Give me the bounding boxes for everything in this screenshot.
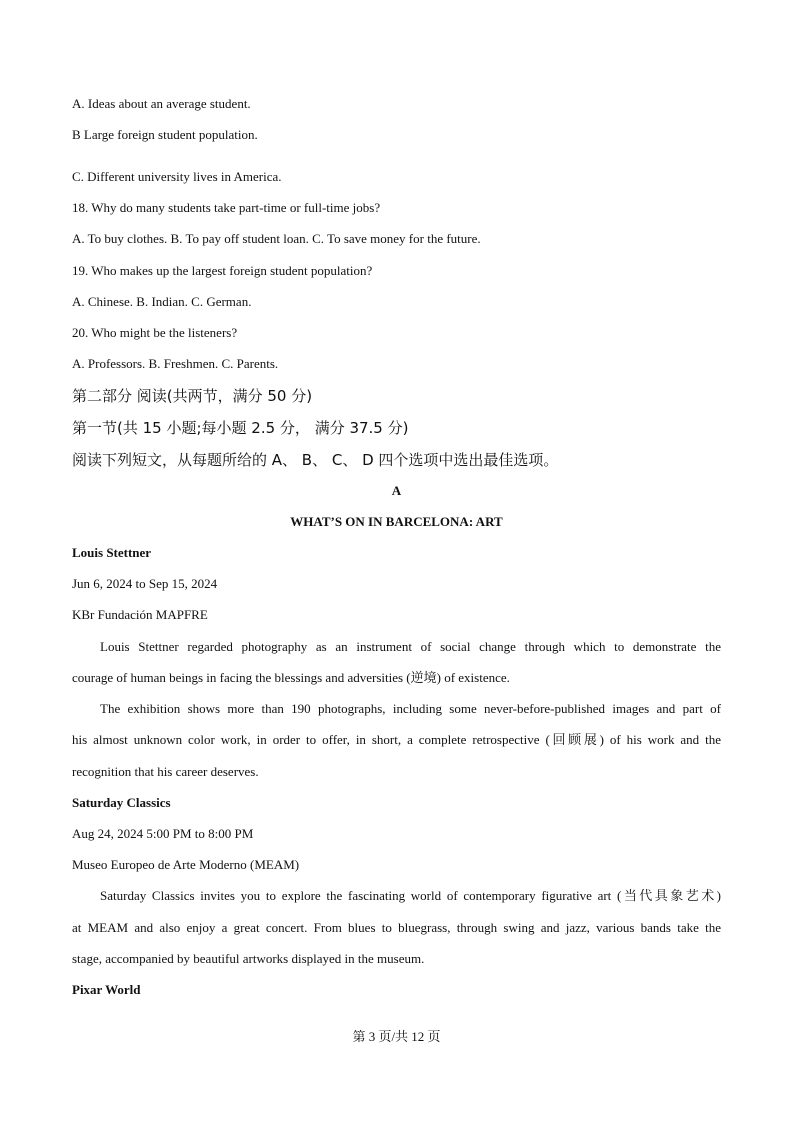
q17-option-c: C. Different university lives in America.: [72, 169, 282, 184]
event1-paragraph1-line2: courage of human beings in facing the blessings and adversities (逆境) of existence.: [72, 670, 510, 685]
q19-question: 19. Who makes up the largest foreign student population?: [72, 263, 373, 278]
event1-name: Louis Stettner: [72, 545, 152, 560]
passage-title: WHAT’S ON IN BARCELONA: ART: [290, 514, 503, 529]
event2-paragraph-line3: stage, accompanied by beautiful artworks displayed in the museum.: [72, 951, 425, 966]
event1-venue: KBr Fundación MAPFRE: [72, 607, 208, 622]
event2-paragraph-line1: Saturday Classics invites you to explore the fascinating world of contemporary figurative art (当代具象艺术): [100, 888, 721, 903]
q18-question: 18. Why do many students take part-time or full-time jobs?: [72, 200, 381, 215]
q19-options: A. Chinese. B. Indian. C. German.: [72, 294, 252, 309]
event2-dates: Aug 24, 2024 5:00 PM to 8:00 PM: [72, 826, 254, 841]
q17-option-b: B Large foreign student population.: [72, 127, 258, 142]
event1-paragraph2-line2: his almost unknown color work, in order to offer, in short, a complete retrospective (回顾展) of his work and the: [72, 732, 721, 747]
event2-name: Saturday Classics: [72, 795, 171, 810]
event2-paragraph-line2: at MEAM and also enjoy a great concert. From blues to bluegrass, through swing and jazz, various bands take the: [72, 920, 721, 935]
q18-options: A. To buy clothes. B. To pay off student loan. C. To save money for the future.: [72, 231, 481, 246]
reading-instruction: 阅读下列短文，从每题所给的 A、 B、 C、 D 四个选项中选出最佳选项。: [72, 451, 559, 469]
event2-venue: Museo Europeo de Arte Moderno (MEAM): [72, 857, 300, 872]
event1-paragraph1-line1: Louis Stettner regarded photography as an instrument of social change through which to demonstrate the: [100, 639, 721, 654]
q17-option-a: A. Ideas about an average student.: [72, 96, 251, 111]
section1-heading: 第一节(共 15 小题;每小题 2.5 分， 满分 37.5 分): [72, 419, 409, 437]
event3-name: Pixar World: [72, 982, 141, 997]
page-footer: 第 3 页/共 12 页: [352, 1029, 441, 1044]
q20-options: A. Professors. B. Freshmen. C. Parents.: [72, 356, 279, 371]
part2-heading: 第二部分 阅读(共两节，满分 50 分): [72, 387, 313, 405]
event1-paragraph2-line1: The exhibition shows more than 190 photographs, including some never-before-published images and part of: [100, 701, 721, 716]
event1-paragraph2-line3: recognition that his career deserves.: [72, 764, 259, 779]
event1-dates: Jun 6, 2024 to Sep 15, 2024: [72, 576, 218, 591]
passage-letter: A: [391, 483, 402, 498]
q20-question: 20. Who might be the listeners?: [72, 325, 238, 340]
